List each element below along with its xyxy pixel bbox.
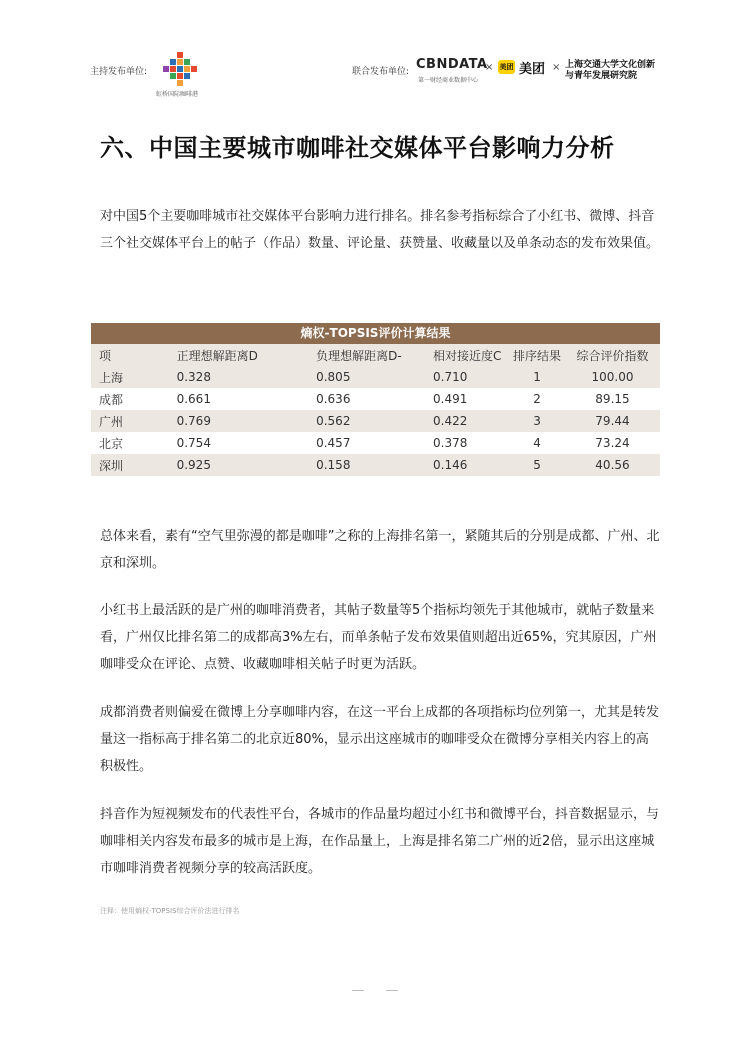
co-publisher-label: 联合发布单位: [352,67,410,77]
table-cell: 上海 [99,370,124,385]
table-cell: 0.661 [176,392,211,406]
column-header: 综合评价指数 [576,348,649,363]
table-cell: 北京 [99,436,124,451]
cbndata-logo-caption: 第一财经商业数据中心 [418,77,479,84]
times-separator: × [485,62,494,73]
table-row [91,366,660,388]
table-cell: 2 [533,392,541,406]
xiaohongshu-paragraph: 小红书上最活跃的是广州的咖啡消费者，其帖子数量等5个指标均领先于其他城市，就帖子数量来看，广州仅比排名第二的成都高3%左右，而单条帖子发布效果值则超出近65%，究其原因，广州咖啡受众在评论、点赞、收藏咖啡相关帖子时更为活跃。 [100,603,657,672]
douyin-paragraph: 抖音作为短视频发布的代表性平台，各城市的作品量均超过小红书和微博平台，抖音数据显示，与咖啡相关内容发布最多的城市是上海，在作品量上，上海是排名第二广州的近2倍，显示出这座城市咖啡消费者视频分享的较高活跃度。 [100,807,660,876]
topsis-results-table [91,323,660,476]
table-header-row [91,344,660,366]
table-cell: 0.491 [433,392,468,406]
table-cell: 0.769 [176,414,211,428]
table-row [91,454,660,476]
footer-dash [386,990,398,991]
column-header: 相对接近度C [433,348,502,363]
summary-paragraph: 总体来看，素有“空气里弥漫的都是咖啡”之称的上海排名第一，紧随其后的分别是成都、广州、北京和深圳。 [100,529,660,571]
sjtu-institute-logo [565,60,655,82]
weibo-paragraph: 成都消费者则偏爱在微博上分享咖啡内容，在这一平台上成都的各项指标均位列第一，尤其是转发量这一指标高于排名第二的北京近80%，显示出这座城市的咖啡受众在微博分享相关内容上的高积极性。 [100,705,660,774]
table-cell: 89.15 [595,392,630,406]
method-note: 注释：使用熵权-TOPSIS综合评价法进行排名 [100,907,240,915]
table-row [91,388,660,410]
table-title: 熵权-TOPSIS评价计算结果 [91,323,660,344]
meituan-logo: 美团 [519,62,546,77]
table-row [91,410,660,432]
table-cell: 0.925 [176,458,211,472]
meituan-badge-icon: 美团 [498,60,515,74]
hongqiao-coffee-logo-icon [160,50,200,90]
table-cell: 73.24 [595,436,630,450]
table-cell: 0.636 [316,392,351,406]
table-cell: 40.56 [595,458,630,472]
intro-paragraph: 对中国5个主要咖啡城市社交媒体平台影响力进行排名。排名参考指标综合了小红书、微博、抖音三个社交媒体平台上的帖子（作品）数量、评论量、获赞量、收藏量以及单条动态的发布效果值。 [100,209,660,251]
table-cell: 3 [533,414,541,428]
table-cell: 0.328 [176,370,211,384]
host-logo-caption: 虹桥国际咖啡港 [156,91,199,98]
table-cell: 广州 [99,414,124,429]
table-cell: 0.422 [433,414,468,428]
table-cell: 0.158 [316,458,351,472]
table-cell: 0.805 [316,370,351,384]
table-cell: 100.00 [591,370,634,384]
table-cell: 5 [533,458,541,472]
table-cell: 0.710 [433,370,468,384]
table-cell: 0.754 [176,436,211,450]
times-separator: × [552,62,561,73]
table-cell: 0.146 [433,458,468,472]
column-header: 项 [99,348,112,363]
table-cell: 79.44 [595,414,630,428]
sjtu-line-2: 与青年发展研究院 [565,71,638,81]
table-cell: 1 [533,370,541,384]
sjtu-line-1: 上海交通大学文化创新 [565,60,656,70]
table-cell: 0.378 [433,436,468,450]
cbndata-logo: CBNDATA [416,57,488,72]
table-cell: 0.457 [316,436,351,450]
column-header: 排序结果 [513,348,562,363]
table-cell: 0.562 [316,414,351,428]
section-title: 六、中国主要城市咖啡社交媒体平台影响力分析 [100,134,615,162]
table-cell: 4 [533,436,541,450]
table-cell: 深圳 [99,458,124,473]
host-publisher-label: 主持发布单位: [90,67,148,77]
footer-dash [352,990,364,991]
column-header: 负理想解距离D- [316,348,402,363]
page-header [0,0,750,100]
table-row [91,432,660,454]
table-cell: 成都 [99,392,124,407]
column-header: 正理想解距离D [176,348,258,363]
